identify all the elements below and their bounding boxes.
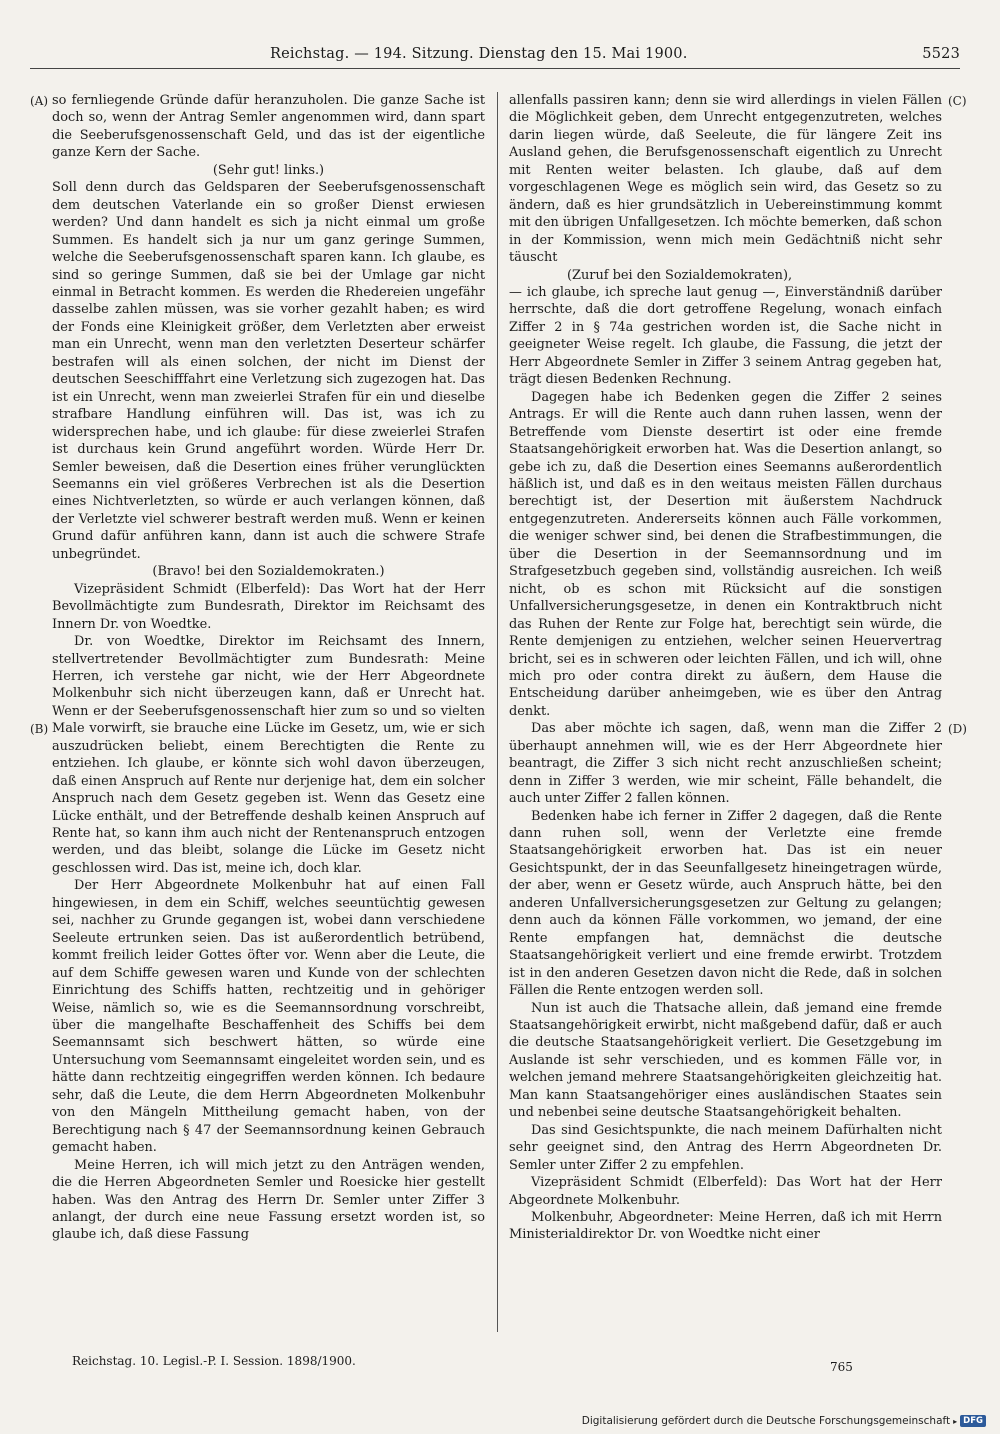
footer-sheet-number: 765	[830, 1360, 853, 1374]
paragraph: allenfalls passiren kann; denn sie wird allerdings in vielen Fällen die Möglichkeit geben, dem Unrecht entgegenzutreten, welches darin liegen würde, daß Seeleute, die für längere Zeit ins Ausland gehen, die Berufsgenossenschaft eigentlich zu Unrecht mit Renten weiter belasten. Ich glaube, daß auf dem vorgeschlagenen Wege es möglich sein wird, das Gesetz so zu ändern, daß es hier grundsätzlich in Uebereinstimmung kommt mit den übrigen Unfallgesetzen. Ich möchte bemerken, daß schon in der Kommission, wenn mich mein Gedächtniß nicht sehr täuscht	[509, 93, 942, 266]
paragraph: Das sind Gesichtspunkte, die nach meinem Dafürhalten nicht sehr geeignet sind, den Antrag des Herrn Abgeordneten Dr. Semler unter Ziffer 2 zu empfehlen.	[509, 1122, 942, 1173]
digitization-credit	[582, 1414, 986, 1428]
left-column	[52, 92, 485, 1358]
paragraph: Soll denn durch das Geldsparen der Seeberufsgenossenschaft dem deutschen Vaterlande ein so großer Dienst erwiesen werden? Und dann handelt es sich ja nicht einmal um große Summen. Es handelt sich ja nur um ganz geringe Summen, welche die Seeberufsgenossenschaft sparen kann. Ich glaube, es sind so geringe Summen, daß sie bei der Umlage gar nicht einmal in Betracht kommen. Es werden die Rhedereien ungefähr dasselbe zahlen müssen, was sie vorher gezahlt haben; es wird der Fonds eine Kleinigkeit größer, dem Verletzten aber erweist man ein Unrecht, wenn man den verletzten Deserteur schärfer bestrafen will als einen solchen, der nicht im Dienst der deutschen Seeschifffahrt eine Verletzung sich zugezogen hat. Das ist ein Unrecht, wenn man zweierlei Strafen für ein und dieselbe strafbare Handlung einführen will. Das ist, was ich zu widersprechen habe, und ich glaube: für diese zweierlei Strafen ist durchaus kein Grund angeführt worden. Würde Herr Dr. Semler beweisen, daß die Desertion eines früher verunglückten Seemanns ein viel größeres Verbrechen ist als die Desertion eines Nichtverletzten, so würde er auch verlangen können, daß der Verletzte viel schwerer bestraft werden muß. Wenn er keinen Grund dafür anführen kann, dann ist auch die schwere Strafe unbegründet.	[52, 180, 485, 562]
paragraph: Das aber möchte ich sagen, daß, wenn man die Ziffer 2 überhaupt annehmen will, wie es der Herr Abgeordnete hier beantragt, die Ziffer 3 sich nicht recht anzuschließen scheint; denn in Ziffer 3 werden, wie mir scheint, Fälle behandelt, die auch unter Ziffer 2 fallen können.	[509, 721, 942, 807]
paragraph: Dr. von Woedtke, Direktor im Reichsamt des Innern, stellvertretender Bevollmächtigter zum Bundesrath: Meine Herren, ich verstehe gar nicht, wie der Herr Abgeordnete Molkenbuhr sich nicht überzeugen kann, daß er Unrecht hat. Wenn er der Seeberufsgenossenschaft hier zum so und so vielten Male vorwirft, sie brauche eine Lücke im Gesetz, um, wie er sich auszudrücken beliebt, einem Berechtigten die Rente zu entziehen. Ich glaube, er könnte sich wohl davon überzeugen, daß einen Anspruch auf Rente nur derjenige hat, dem ein solcher Anspruch nach dem Gesetz gegeben ist. Wenn das Gesetz eine Lücke enthält, und der Betreffende deshalb keinen Anspruch auf Rente hat, so kann ihm auch nicht der Rentenanspruch entzogen werden, und das bleibt, solange die Lücke im Gesetz nicht geschlossen wird. Das ist, meine ich, doch klar.	[52, 634, 485, 876]
paragraph: Vizepräsident Schmidt (Elberfeld): Das Wort hat der Herr Bevollmächtigte zum Bundesrath, Direktor im Reichsamt des Innern Dr. von Woedtke.	[52, 581, 485, 632]
paragraph: Dagegen habe ich Bedenken gegen die Ziffer 2 seines Antrags. Er will die Rente auch dann ruhen lassen, wenn der Betreffende vom Dienste desertirt ist oder eine fremde Staatsangehörigkeit erworben hat. Was die Desertion anlangt, so gebe ich zu, daß die Desertion eines Seemanns außerordentlich häßlich ist, und daß es in den weitaus meisten Fällen durchaus berechtigt ist, der Desertion mit äußerstem Nachdruck entgegenzutreten. Andererseits können auch Fälle vorkommen, die weniger schwer sind, bei denen die Strafbestimmungen, die über die Desertion in der Seemannsordnung und im Strafgesetzbuch gegeben sind, vollständig ausreichen. Ich weiß nicht, ob es schon mit Rücksicht auf die sonstigen Unfallversicherungsgesetze, in denen ein Kontraktbruch nicht das Ruhen der Rente zur Folge hat, berechtigt sein würde, die Rente demjenigen zu entziehen, welcher seinen Heuervertrag bricht, sei es in schweren oder leichten Fällen, und ich will, ohne mich pro oder contra direkt zu äußern, dem Hause die Entscheidung darüber anheimgeben, wie es über den Antrag denkt.	[509, 389, 942, 719]
interjection: (Bravo! bei den Sozialdemokraten.)	[152, 564, 385, 580]
running-title: Reichstag. — 194. Sitzung. Dienstag den 15. Mai 1900.	[270, 46, 688, 62]
digitization-note: Digitalisierung gefördert durch die Deutsche Forschungsgemeinschaft	[581, 1415, 951, 1427]
interjection: (Zuruf bei den Sozialdemokraten),	[567, 267, 793, 283]
page-number: 5523	[922, 46, 960, 62]
paragraph: Vizepräsident Schmidt (Elberfeld): Das Wort hat der Herr Abgeordnete Molkenbuhr.	[509, 1175, 942, 1208]
margin-marker-c: (C)	[948, 94, 967, 108]
paragraph: Meine Herren, ich will mich jetzt zu den Anträgen wenden, die die Herren Abgeordneten Semler und Roesicke hier gestellt haben. Was den Antrag des Herrn Dr. Semler unter Ziffer 3 anlangt, der durch eine neue Fassung ersetzt worden ist, so glaube ich, daß diese Fassung	[52, 1157, 485, 1243]
paragraph: Bedenken habe ich ferner in Ziffer 2 dagegen, daß die Rente dann ruhen soll, wenn der Verletzte eine fremde Staatsangehörigkeit erworben hat. Das ist ein neuer Gesichtspunkt, der in das Seeunfallgesetz hineingetragen würde, der aber, wenn er Gesetz würde, auch Anspruch hätte, bei den anderen Unfallversicherungsgesetzen zur Geltung zu gelangen; denn auch da können Fälle vorkommen, wo jemand, der eine Rente empfangen hat, demnächst die deutsche Staatsangehörigkeit verliert und eine fremde erwirbt. Trotzdem ist in den anderen Gesetzen davon nicht die Rede, daß in solchen Fällen die Rente entzogen werden soll.	[509, 808, 942, 999]
right-column	[509, 92, 942, 1358]
margin-marker-b: (B)	[30, 722, 49, 736]
paragraph: Molkenbuhr, Abgeordneter: Meine Herren, daß ich mit Herrn Ministerialdirektor Dr. von Woedtke nicht einer	[509, 1210, 942, 1243]
paragraph: Nun ist auch die Thatsache allein, daß jemand eine fremde Staatsangehörigkeit erwirbt, nicht maßgebend dafür, daß er auch die deutsche Staatsangehörigkeit verliert. Die Gesetzgebung im Auslande ist sehr verschieden, und es kommen Fälle vor, in welchen jemand mehrere Staatsangehörigkeiten gleichzeitig hat. Man kann Staatsangehöriger eines ausländischen Staates sein und nebenbei seine deutsche Staatsangehörigkeit behalten.	[509, 1000, 942, 1121]
interjection: (Sehr gut! links.)	[212, 162, 325, 178]
paragraph: — ich glaube, ich spreche laut genug —, Einverständniß darüber herrschte, daß die dort getroffene Regelung, wonach einfach Ziffer 2 in § 74a gestrichen worden ist, die Sache nicht in geeigneter Weise regelt. Ich glaube, die Fassung, die jetzt der Herr Abgeordnete Semler in Ziffer 3 seinem Antrag gegeben hat, trägt diesen Bedenken Rechnung.	[509, 284, 942, 388]
footer-imprint: Reichstag. 10. Legisl.-P. I. Session. 1898/1900.	[72, 1354, 356, 1368]
paragraph: Der Herr Abgeordnete Molkenbuhr hat auf einen Fall hingewiesen, in dem ein Schiff, welches seeuntüchtig gewesen sei, nachher zu Grunde gegangen ist, wobei dann verschiedene Seeleute ertrunken seien. Das ist außerordentlich betrübend, kommt freilich leider Gottes öfter vor. Wenn aber die Leute, die auf dem Schiffe gewesen waren und Kunde von der schlechten Einrichtung des Schiffs hatten, rechtzeitig und in gehöriger Weise, nämlich so, wie es die Seemannsordnung vorschreibt, über die mangelhafte Beschaffenheit des Schiffs bei dem Seemannsamt sich beschwert hätten, so würde eine Untersuchung vom Seemannsamt eingeleitet worden sein, und es hätte dann rechtzeitig eingegriffen werden können. Ich bedaure sehr, daß die Leute, die dem Herrn Abgeordneten Molkenbuhr von den Mängeln Mittheilung gemacht haben, von der Berechtigung nach § 47 der Seemannsordnung keinen Gebrauch gemacht haben.	[52, 878, 485, 1156]
paragraph: so fernliegende Gründe dafür heranzuholen. Die ganze Sache ist doch so, wenn der Antrag Semler angenommen wird, dann spart die Seeberufsgenossenschaft Geld, und das ist der eigentliche ganze Kern der Sache.	[52, 93, 485, 161]
margin-marker-a: (A)	[30, 94, 49, 108]
margin-marker-d: (D)	[948, 722, 967, 736]
page-header	[30, 44, 960, 69]
arrow-right-icon: ▸	[953, 1416, 958, 1426]
column-divider	[497, 92, 498, 1332]
dfg-logo: DFG	[960, 1415, 986, 1427]
